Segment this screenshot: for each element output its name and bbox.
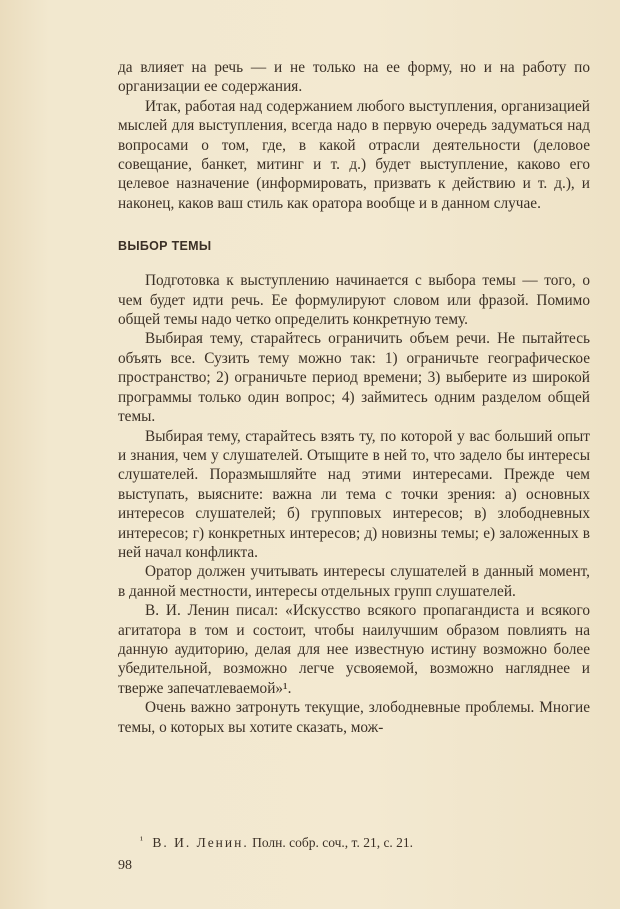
body-paragraph: Выбирая тему, старайтесь взять ту, по которой у вас больший опыт и знания, чем у слушателей. Отыщите в ней то, что задело бы интересы слушателей. Поразмышляйте над этими интересами. Прежде чем выступать, выясните: важна ли тема с точки зрения: а) основных интересов слушателей; б) групповых интересов; в) злободневных интересов; г) конкретных интересов; д) новизны темы; е) заложенных в ней начал конфликта. bbox=[118, 427, 590, 561]
text-column bbox=[118, 58, 590, 737]
body-paragraph: Оратор должен учитывать интересы слушателей в данный момент, в данной местности, интересы отдельных групп слушателей. bbox=[118, 563, 590, 600]
continuation-paragraph: да влияет на речь — и не только на ее форму, но и на работу по организации ее содержания. bbox=[118, 59, 590, 96]
footnote bbox=[140, 832, 590, 852]
body-paragraph: Выбирая тему, старайтесь ограничить объем речи. Не пытайтесь объять все. Сузить тему можно так: 1) ограничьте географическое пространство; 2) ограничьте период времени; 3) выберите из широкой программы только один вопрос; 4) займитесь одним разделом общей темы. bbox=[118, 330, 590, 426]
footnote-text: Полн. собр. соч., т. 21, с. 21. bbox=[252, 835, 414, 850]
body-paragraph: Очень важно затронуть текущие, злободневные проблемы. Многие темы, о которых вы хотите сказать, мож- bbox=[118, 699, 590, 736]
footnote-author: В. И. Ленин. bbox=[152, 835, 249, 850]
intro-paragraph: Итак, работая над содержанием любого выступления, организацией мыслей для выступления, всегда надо в первую очередь задуматься над вопросами о том, где, в какой отрасли деятельности (деловое совещание, банкет, митинг и т. д.) будет выступление, каково его целевое назначение (информировать, призвать к действию и т. д.), и наконец, каков ваш стиль как оратора вообще и в данном случае. bbox=[118, 97, 590, 212]
section-heading: ВЫБОР ТЕМЫ bbox=[118, 239, 212, 254]
page-number: 98 bbox=[118, 858, 132, 873]
footnote-mark: ¹ bbox=[140, 835, 143, 846]
body-paragraph: В. И. Ленин писал: «Искусство всякого пропагандиста и всякого агитатора в том и состоит, чтобы наилучшим образом повлиять на данную аудиторию, делая для нее известную истину возможно более убедительной, возможно легче усвояемой, возможно нагляднее и тверже запечатлеваемой»¹. bbox=[118, 602, 590, 697]
body-paragraph: Подготовка к выступлению начинается с выбора темы — того, о чем будет идти речь. Ее формулируют словом или фразой. Помимо общей темы надо четко определить конкретную тему. bbox=[118, 272, 590, 329]
